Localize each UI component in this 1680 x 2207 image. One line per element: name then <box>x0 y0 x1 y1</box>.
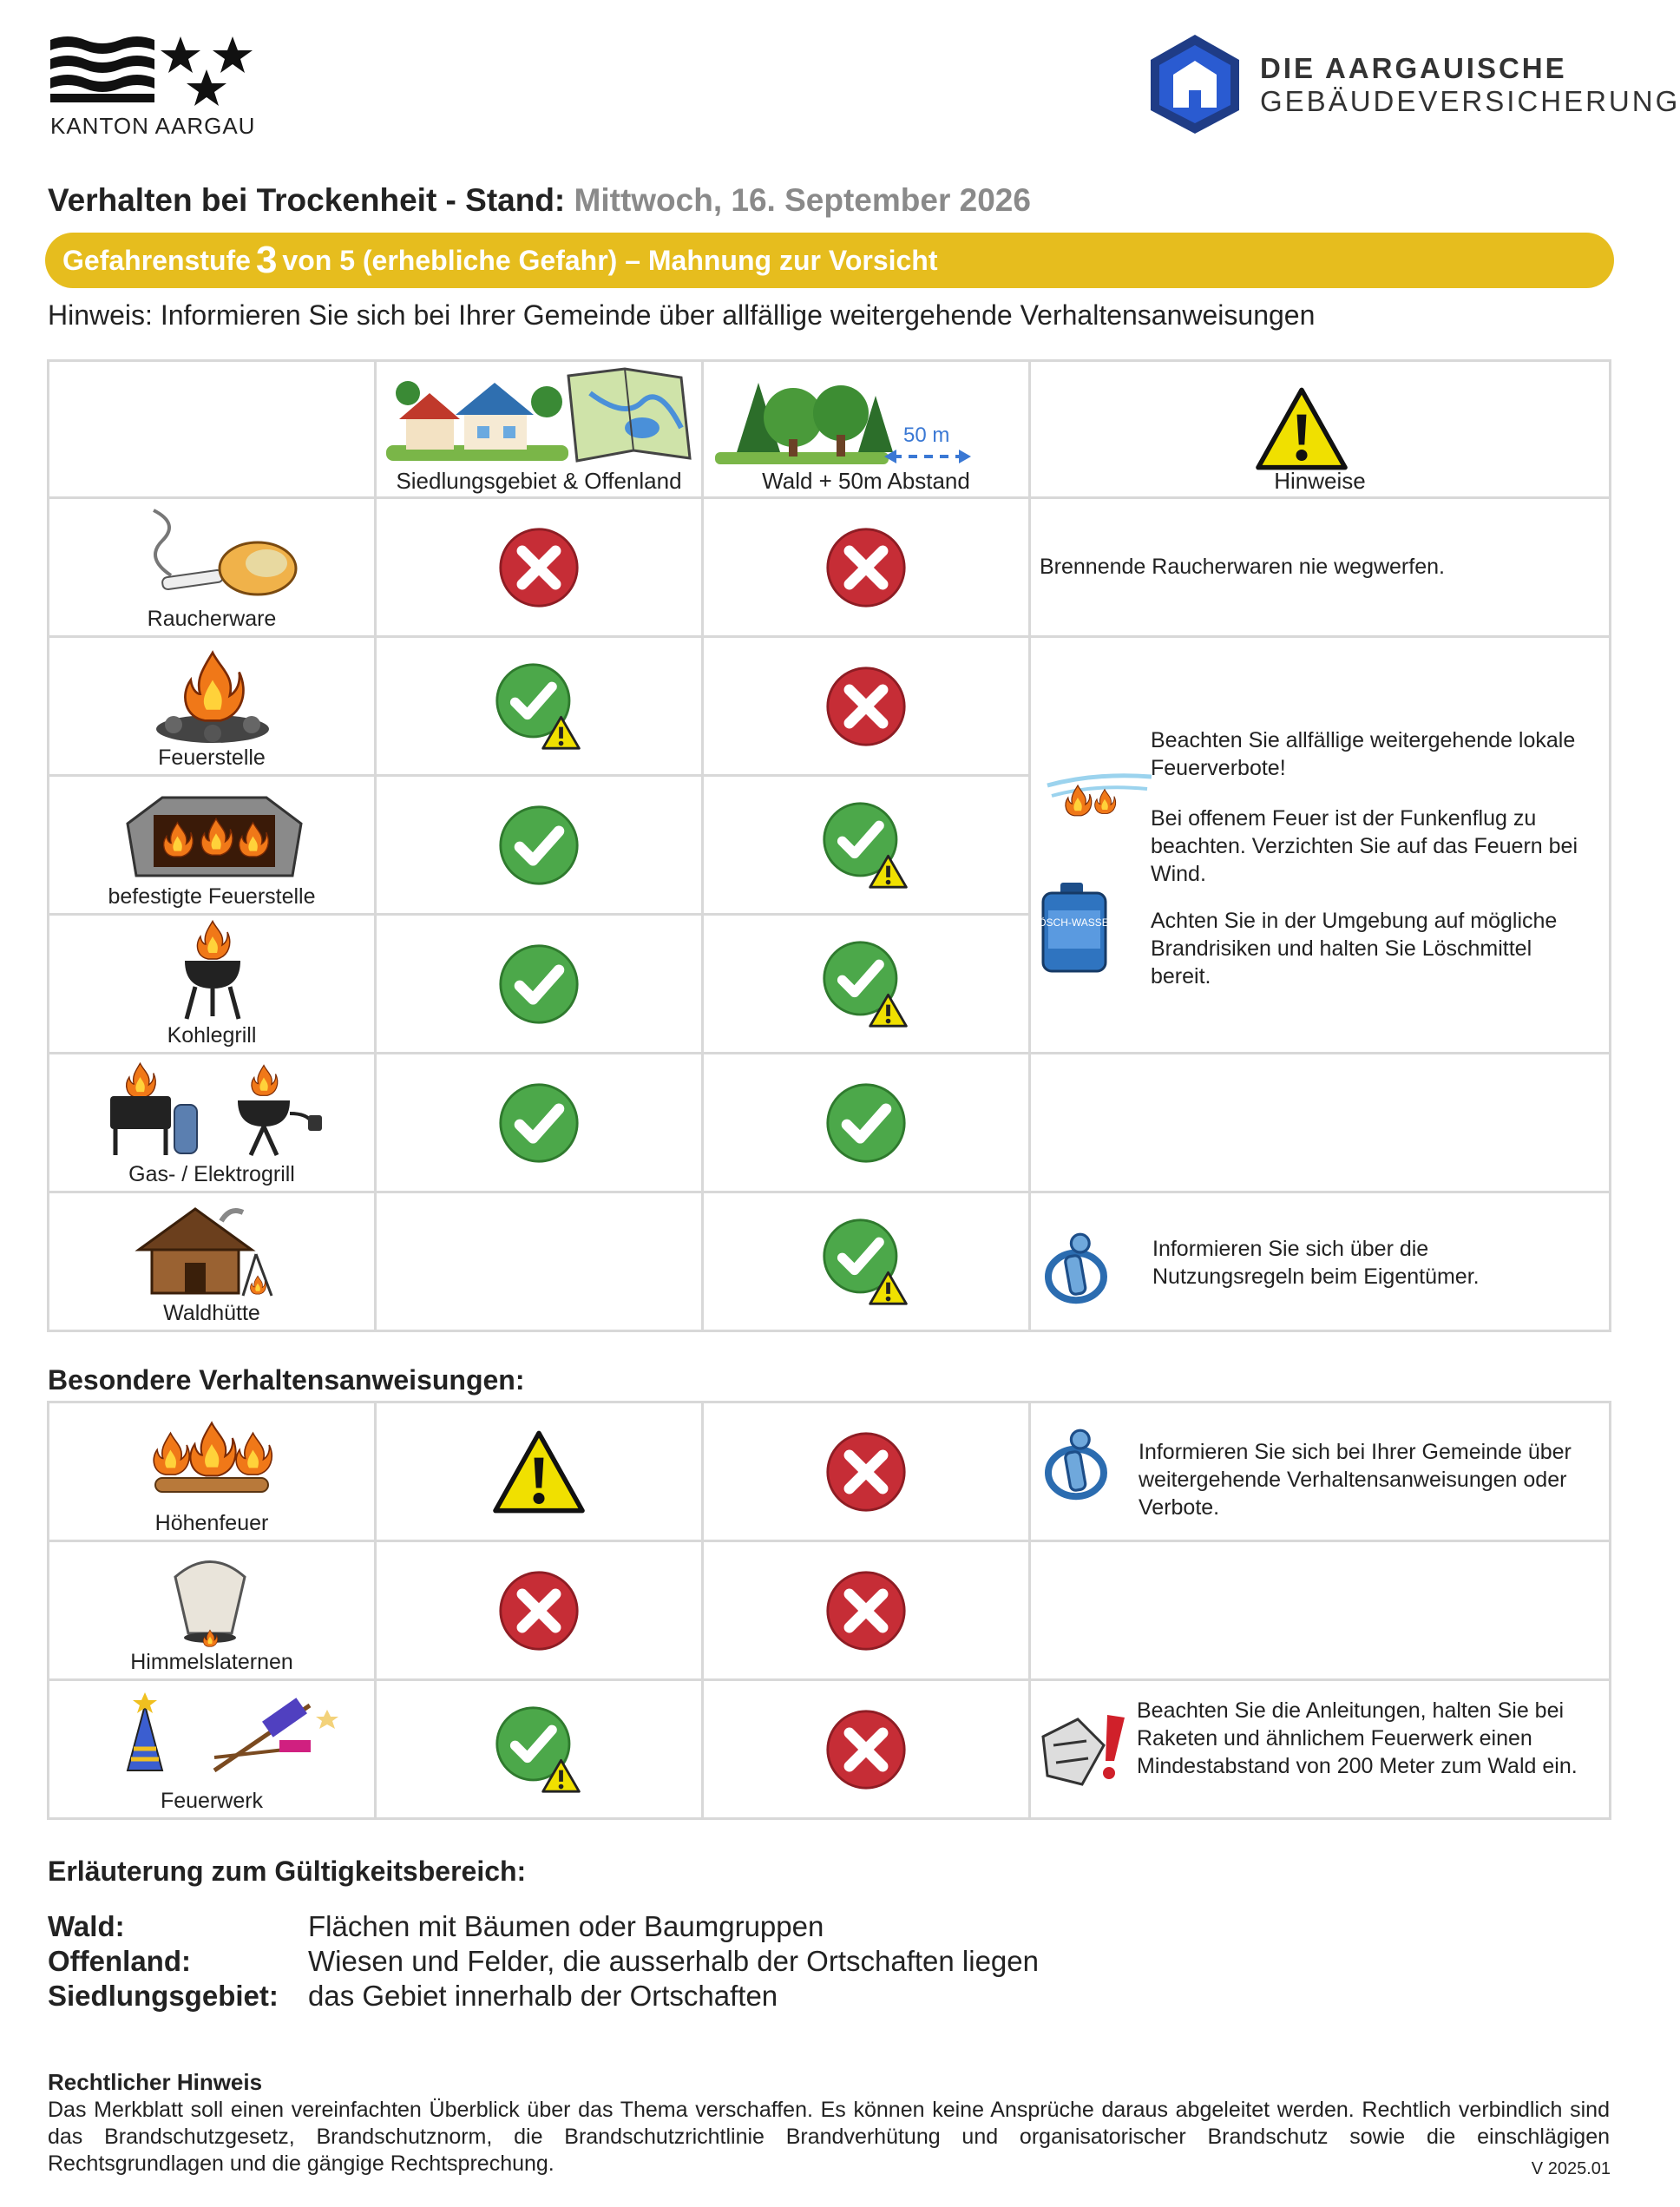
legal-title: Rechtlicher Hinweis <box>48 2069 263 2095</box>
cell-siedlung-kohlegrill <box>376 915 703 1054</box>
row-feuerwerk <box>49 1680 376 1819</box>
hint-raucherware <box>1030 498 1611 637</box>
row-label-befestigte-feuerstelle: befestigte Feuerstelle <box>108 884 316 909</box>
cell-wald-feuerwerk <box>703 1680 1030 1819</box>
allowed-with-caution-icon <box>821 800 911 890</box>
note-waldhuette: Informieren Sie sich über die Nutzungsregeln beim Eigentümer. <box>1152 1237 1480 1289</box>
definitions-list <box>48 1909 1039 2013</box>
header-empty-cell <box>49 361 376 498</box>
bonfire-icon <box>147 1416 277 1502</box>
allowed-with-caution-icon <box>494 1705 584 1795</box>
table-row <box>49 637 1611 776</box>
hint-himmelslaternen-empty <box>1030 1541 1611 1680</box>
allowed-icon <box>497 1081 581 1165</box>
danger-level-number: 3 <box>255 239 278 281</box>
row-label-hoehenfeuer: Höhenfeuer <box>154 1511 269 1535</box>
definition-term: Siedlungsgebiet: <box>48 1980 279 2012</box>
village-map-illustration <box>382 367 694 471</box>
note-funkenflug: Bei offenem Feuer ist der Funkenflug zu beachten. Verzichten Sie auf das Feuern bei Wind. <box>1151 806 1578 886</box>
page-title <box>48 182 1031 219</box>
table-row <box>49 1192 1611 1331</box>
row-kohlegrill <box>49 915 376 1054</box>
special-table <box>47 1401 1611 1820</box>
cell-wald-kohlegrill <box>703 915 1030 1054</box>
note-hoehenfeuer: Informieren Sie sich bei Ihrer Gemeinde über weitergehende Verhaltensanweisungen oder Verbote. <box>1139 1440 1572 1520</box>
allowed-with-caution-icon <box>494 661 584 752</box>
forbidden-icon <box>824 665 908 748</box>
cell-wald-gasgrill <box>703 1054 1030 1192</box>
cell-wald-hoehenfeuer <box>703 1402 1030 1541</box>
agv-name-line1: DIE AARGAUISCHE <box>1260 52 1567 84</box>
allowed-icon <box>497 804 581 887</box>
row-label-kohlegrill: Kohlegrill <box>167 1023 257 1048</box>
charcoal-grill-icon <box>178 919 247 1023</box>
row-label-waldhuette: Waldhütte <box>163 1301 260 1325</box>
table-row <box>49 1541 1611 1680</box>
warning-icon <box>490 1429 587 1514</box>
cell-siedlung-feuerwerk <box>376 1680 703 1819</box>
gas-electric-grill-icon <box>103 1061 329 1157</box>
kanton-label: KANTON AARGAU <box>50 113 256 139</box>
header-hinweise <box>1030 361 1611 498</box>
allowed-icon <box>824 1081 908 1165</box>
column-wald-label: Wald + 50m Abstand <box>762 468 970 494</box>
fire-pit-icon <box>119 789 310 884</box>
info-icon <box>1041 1421 1111 1504</box>
forbidden-icon <box>824 526 908 609</box>
banner-suffix: von 5 (erhebliche Gefahr) – Mahnung zur Vorsicht <box>282 244 938 276</box>
allowed-with-caution-icon <box>821 1217 911 1307</box>
gebaeudeversicherung-logo <box>1147 33 1243 135</box>
special-heading: Besondere Verhaltensanweisungen: <box>48 1364 525 1396</box>
cell-siedlung-waldhuette-empty <box>376 1192 703 1331</box>
row-label-himmelslaternen: Himmelslaternen <box>130 1650 293 1674</box>
allowed-with-caution-icon <box>821 939 911 1029</box>
hinweis-text: Hinweis: Informieren Sie sich bei Ihrer Gemeinde über allfällige weitergehende Verhaltensanweisungen <box>48 299 1316 331</box>
note-loeschmittel: Achten Sie in der Umgebung auf mögliche Brandrisiken und halten Sie Löschmittel bereit. <box>1151 909 1558 989</box>
table-row <box>49 1680 1611 1819</box>
column-hinweise-label: Hinweise <box>1274 468 1366 494</box>
hint-fire-general <box>1030 637 1611 1054</box>
table-row <box>49 498 1611 637</box>
definition-item <box>48 1909 1039 1944</box>
hint-waldhuette <box>1030 1192 1611 1331</box>
cell-siedlung-befestigt <box>376 776 703 915</box>
info-icon <box>1041 1225 1111 1308</box>
water-canister-icon <box>1032 881 1117 975</box>
canister-label: LÖSCH-WASSER <box>1032 916 1117 929</box>
cell-wald-feuerstelle <box>703 637 1030 776</box>
definition-desc: Wiesen und Felder, die ausserhalb der Ortschaften liegen <box>308 1945 1039 1977</box>
rules-table <box>47 359 1611 1332</box>
cell-siedlung-feuerstelle <box>376 637 703 776</box>
fireworks-icon <box>93 1688 353 1788</box>
hint-feuerwerk <box>1030 1680 1611 1819</box>
version-label: V 2025.01 <box>1531 2159 1611 2178</box>
hint-hoehenfeuer <box>1030 1402 1611 1541</box>
note-feuerverbote: Beachten Sie allfällige weitergehende lokale Feuerverbote! <box>1151 728 1576 780</box>
definition-item <box>48 1944 1039 1979</box>
hint-gasgrill-empty <box>1030 1054 1611 1192</box>
definition-term: Offenland: <box>48 1945 191 1977</box>
row-befestigte-feuerstelle <box>49 776 376 915</box>
allowed-icon <box>497 943 581 1026</box>
firework-warning-icon <box>1034 1711 1130 1789</box>
banner-prefix: Gefahrenstufe <box>62 244 251 276</box>
row-label-feuerwerk: Feuerwerk <box>160 1789 264 1813</box>
row-gasgrill <box>49 1054 376 1192</box>
forbidden-icon <box>824 1430 908 1514</box>
danger-level-banner <box>45 233 1614 288</box>
cell-wald-befestigt <box>703 776 1030 915</box>
title-prefix: Verhalten bei Trockenheit - Stand: <box>48 182 566 218</box>
title-date: Mittwoch, 16. September 2026 <box>574 182 1031 218</box>
cigarette-icon <box>136 506 301 601</box>
cell-siedlung-himmelslaternen <box>376 1541 703 1680</box>
table-header-row <box>49 361 1611 498</box>
sky-lantern-icon <box>162 1551 258 1651</box>
campfire-icon <box>152 647 273 746</box>
forbidden-icon <box>497 1569 581 1652</box>
row-label-feuerstelle: Feuerstelle <box>158 746 266 770</box>
definition-item <box>48 1979 1039 2013</box>
table-row <box>49 1054 1611 1192</box>
warning-icon <box>1253 386 1350 471</box>
table-row <box>49 1402 1611 1541</box>
note-raucherware: Brennende Raucherwaren nie wegwerfen. <box>1040 555 1445 579</box>
forbidden-icon <box>497 526 581 609</box>
column-siedlung-label: Siedlungsgebiet & Offenland <box>396 468 682 494</box>
cell-wald-himmelslaternen <box>703 1541 1030 1680</box>
definitions-heading: Erläuterung zum Gültigkeitsbereich: <box>48 1856 527 1887</box>
row-waldhuette <box>49 1192 376 1331</box>
cell-siedlung-raucherware <box>376 498 703 637</box>
definition-desc: Flächen mit Bäumen oder Baumgruppen <box>308 1910 824 1942</box>
header-wald <box>703 361 1030 498</box>
definition-desc: das Gebiet innerhalb der Ortschaften <box>308 1980 778 2012</box>
cell-siedlung-gasgrill <box>376 1054 703 1192</box>
cell-siedlung-hoehenfeuer <box>376 1402 703 1541</box>
wind-fire-icon <box>1043 768 1156 820</box>
row-raucherware <box>49 498 376 637</box>
forbidden-icon <box>824 1569 908 1652</box>
row-label-raucherware: Raucherware <box>147 607 277 631</box>
agv-name-line2: GEBÄUDEVERSICHERUNG <box>1260 85 1680 117</box>
row-feuerstelle <box>49 637 376 776</box>
row-himmelslaternen <box>49 1541 376 1680</box>
cell-wald-raucherware <box>703 498 1030 637</box>
forest-illustration <box>711 365 1023 470</box>
row-hoehenfeuer <box>49 1402 376 1541</box>
legal-text: Das Merkblatt soll einen vereinfachten Überblick über das Thema verschaffen. Es können keine Ansprüche daraus abgeleitet werden. Rechtlich verbindlich sind das Brandschutzgesetz, Brandschutznorm, die Brandschutzrichtlinie Brandverhütung und organisatorischer Brandschutz sowie die einschlägigen Rechtsgrundlagen und die gängige Rechtsprechung. <box>48 2098 1610 2176</box>
row-label-gasgrill: Gas- / Elektrogrill <box>128 1162 295 1186</box>
header-siedlung <box>376 361 703 498</box>
definition-term: Wald: <box>48 1910 125 1942</box>
forbidden-icon <box>824 1708 908 1791</box>
distance-label: 50 m <box>903 424 950 447</box>
forest-hut-icon <box>135 1202 299 1302</box>
note-feuerwerk: Beachten Sie die Anleitungen, halten Sie bei Raketen und ähnlichem Feuerwerk einen Mindestabstand von 200 Meter zum Wald ein. <box>1137 1698 1578 1778</box>
cell-wald-waldhuette <box>703 1192 1030 1331</box>
kanton-aargau-logo <box>50 33 259 111</box>
